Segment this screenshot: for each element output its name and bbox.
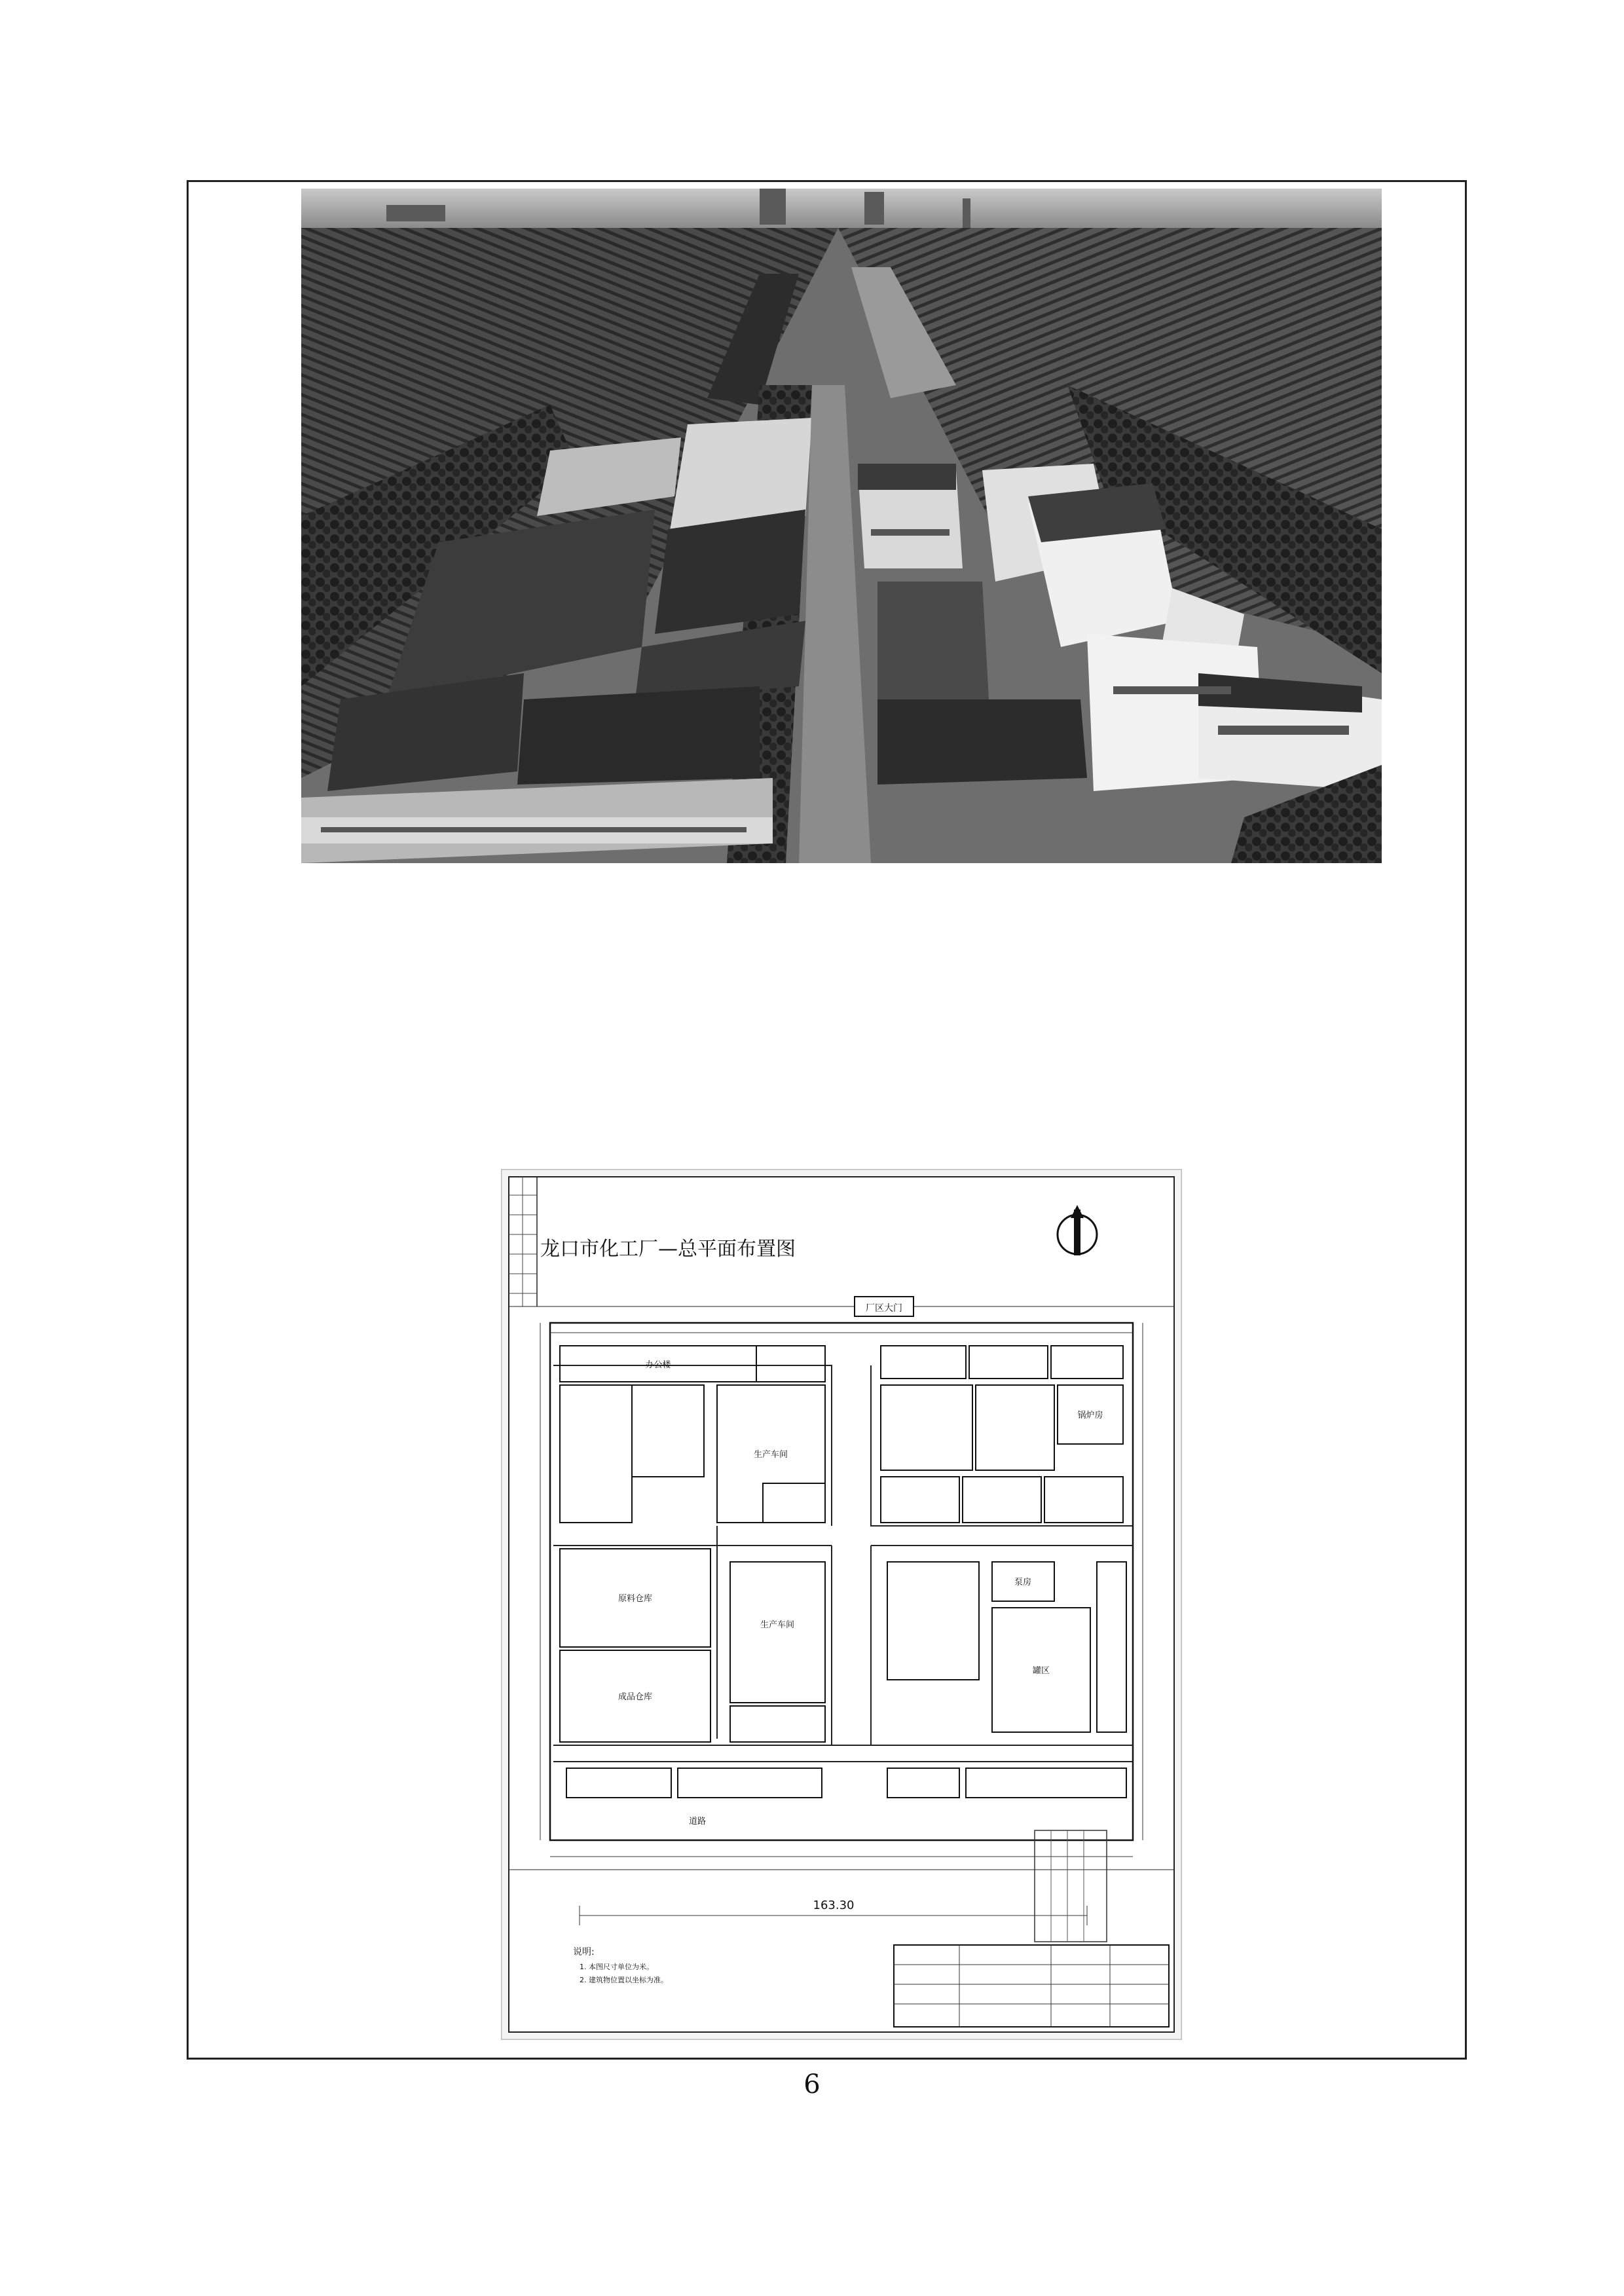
overall-dimension: 163.30 <box>813 1898 855 1912</box>
page-number: 6 <box>803 2069 821 2100</box>
aerial-factory-photo <box>301 189 1382 863</box>
label-warehouse-a: 原料仓库 <box>618 1594 653 1604</box>
plan-title: 龙口市化工厂—总平面布置图 <box>540 1238 796 1261</box>
label-road: 道路 <box>688 1817 707 1826</box>
label-workshop-b: 生产车间 <box>760 1620 795 1630</box>
notes-title: 说明: <box>573 1947 595 1957</box>
note-line-1: 1. 本图尺寸单位为米。 <box>580 1963 654 1971</box>
note-line-2: 2. 建筑物位置以坐标为准。 <box>580 1976 668 1984</box>
label-pump: 泵房 <box>1014 1578 1032 1587</box>
label-tank: 罐区 <box>1032 1666 1050 1676</box>
label-office: 办公楼 <box>645 1360 671 1370</box>
site-plan-drawing <box>501 1169 1182 2040</box>
label-workshop-a: 生产车间 <box>753 1450 788 1460</box>
label-boiler: 锅炉房 <box>1077 1411 1103 1420</box>
gate-label: 厂区大门 <box>866 1303 902 1314</box>
label-warehouse-b: 成品仓库 <box>618 1692 653 1702</box>
